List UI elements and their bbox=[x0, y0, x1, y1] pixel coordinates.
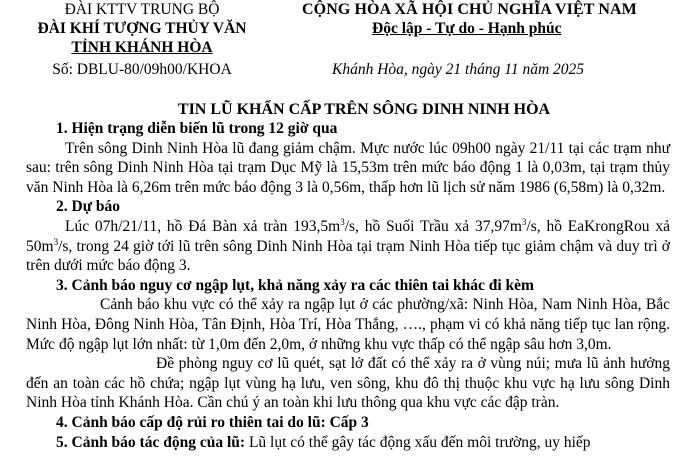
section-1-heading: 1. Hiện trạng diễn biến lũ trong 12 giờ qua bbox=[56, 120, 338, 137]
section-3-paragraph-1: Cảnh báo khu vực có thể xảy ra ngập lụt ở các phường/xã: Ninh Hòa, Nam Ninh Hòa, Bắc Ninh Hòa, Đông Ninh Hòa, Tân Định, Hòa Trí, Hòa Thắng, …., phạm vi có khả năng tiếp tục lan rộng. Mức độ ngập lụt lớn nhất: từ 1,0m đến 2,0m, ở những khu vực thấp có thể ngập sâu hơn 3,0m. bbox=[26, 296, 670, 353]
section-5-text: Lũ lụt có thể gây tác động xấu đến môi trường, uy hiếp bbox=[245, 433, 591, 451]
section-5-heading: 5. Cảnh báo tác động của lũ: bbox=[56, 433, 246, 451]
document-body bbox=[26, 119, 670, 452]
section-5 bbox=[26, 433, 670, 453]
section-2-heading: 2. Dự báo bbox=[56, 198, 120, 216]
parent-agency: ĐÀI KTTV TRUNG BỘ bbox=[64, 1, 220, 18]
national-title: CỘNG HÒA XÃ HỘI CHỦ NGHĨA VIỆT NAM bbox=[302, 1, 637, 18]
section-2-text: Lúc 07h/21/11, hồ Đá Bàn xả tràn $193,5m^3/s$, hồ Suối Trầu xả $37,97m^3/s$, hồ EaKrongRou xả $50m^3/s$, trong 24 giờ tới lũ trên sông Dinh Ninh Hòa tại trạm Ninh Hòa tiếp tục giảm chậm và duy trì ở trên dưới mức báo động 3. bbox=[26, 216, 671, 275]
place-and-date: Khánh Hòa, ngày 21 tháng 11 năm 2025 bbox=[332, 61, 585, 78]
section-1-text: Trên sông Dinh Ninh Hòa lũ đang giảm chậm. Mực nước lúc 09h00 ngày 21/11 tại các trạm như sau: trên sông Dinh Ninh Hòa tại trạm Dục Mỹ là 15,53m trên mức báo động 1 là 0,03m, tại trạm thủy văn Ninh Hòa là 6,26m trên mức báo động 3 là 0,56m, thấp hơn lũ lịch sử năm 1986 (6,58m) là 0,32m. bbox=[26, 139, 670, 196]
document-title: TIN LŨ KHẨN CẤP TRÊN SÔNG DINH NINH HÒA bbox=[177, 101, 551, 118]
risk-level: Cấp 3 bbox=[329, 413, 369, 431]
section-3-heading: 3. Cảnh báo nguy cơ ngập lụt, khả năng xảy ra các thiên tai khác đi kèm bbox=[56, 276, 534, 294]
section-3-paragraph-2: Đề phòng nguy cơ lũ quét, sạt lở đất có thể xảy ra ở vùng núi; mưa lũ ảnh hưởng đến an toàn các hồ chứa; ngập lụt vùng hạ lưu, ven sông, khu đô thị thuộc khu vực hạ lưu sông Dinh Ninh Hòa tỉnh Khánh Hòa. Cần chú ý an toàn khi lưu thông qua khu vực các đập tràn. bbox=[26, 355, 670, 412]
national-motto: Độc lập - Tự do - Hạnh phúc bbox=[372, 20, 562, 37]
document-number: Số: DBLU-80/09h00/KHOA bbox=[52, 61, 232, 78]
agency-name-line1: ĐÀI KHÍ TƯỢNG THỦY VĂN bbox=[37, 20, 247, 37]
section-4-heading: 4. Cảnh báo cấp độ rủi ro thiên tai do lũ bbox=[56, 413, 321, 431]
section-4: 4. Cảnh báo cấp độ rủi ro thiên tai do lũ: Cấp 3 bbox=[56, 413, 369, 431]
agency-name-line2: TỈNH KHÁNH HÒA bbox=[71, 39, 213, 56]
